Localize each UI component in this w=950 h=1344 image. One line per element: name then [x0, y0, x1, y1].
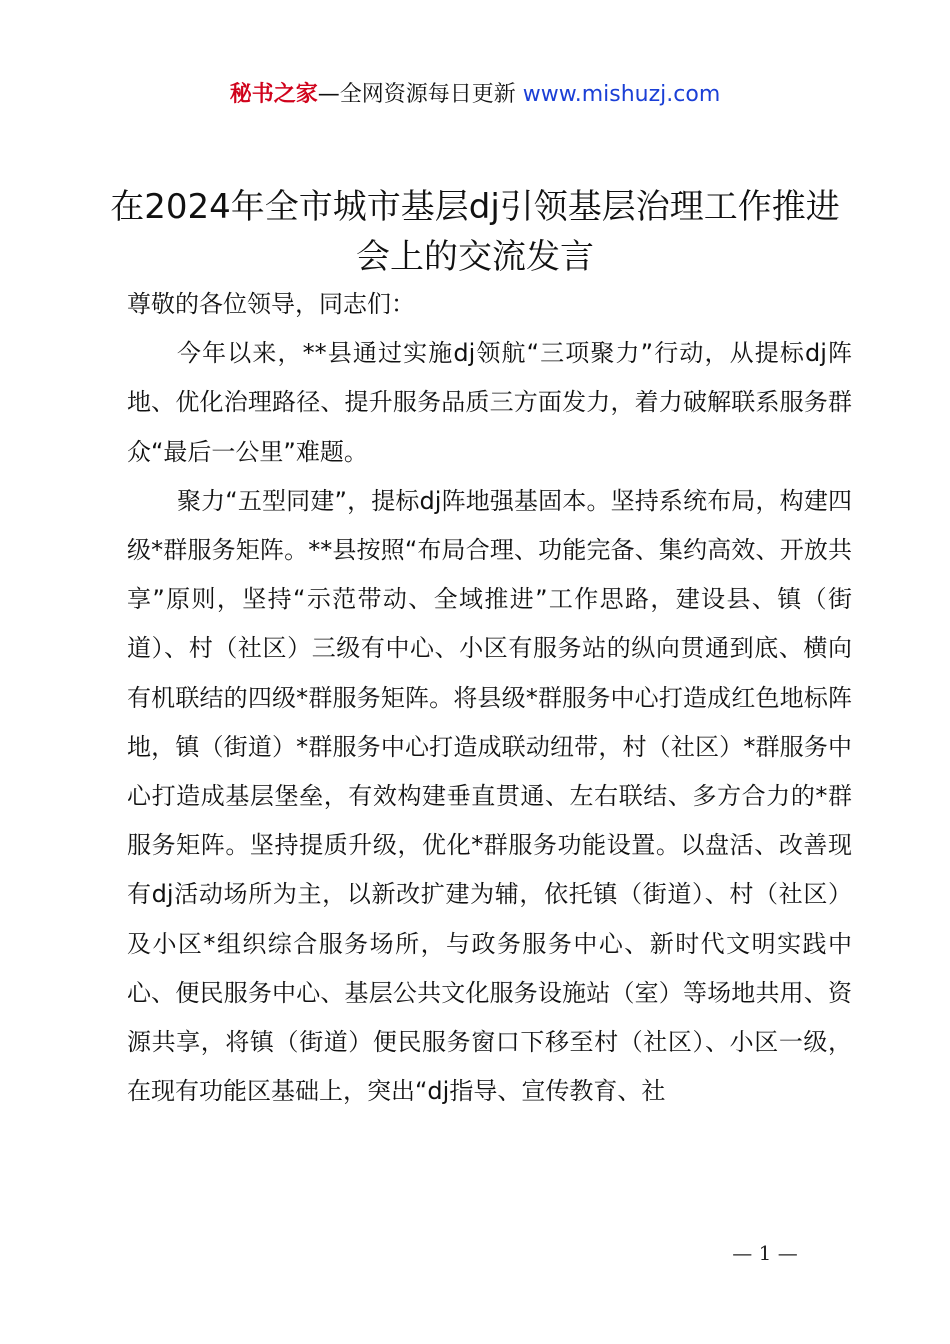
- site-banner: [0, 78, 950, 112]
- banner-url[interactable]: www.mishuzj.com: [522, 82, 721, 107]
- document-title: 在2024年全市城市基层dj引领基层治理工作推进会上的交流发言: [110, 187, 840, 277]
- paragraph-intro: 今年以来，**县通过实施dj领航“三项聚力”行动，从提标dj阵地、优化治理路径、提升服务品质三方面发力，着力破解联系服务群众“最后一公里”难题。: [127, 339, 852, 466]
- page-number: — 1 —: [732, 1241, 798, 1265]
- banner-brand: 秘书之家: [229, 82, 318, 107]
- document-body: [127, 280, 852, 1116]
- paragraph-section-one: 聚力“五型同建”，提标dj阵地强基固本。坚持系统布局，构建四级*群服务矩阵。**县按照“布局合理、功能完备、集约高效、开放共享”原则，坚持“示范带动、全域推进”工作思路，建设县、镇（街道）、村（社区）三级有中心、小区有服务站的纵向贯通到底、横向有机联结的四级*群服务矩阵。将县级*群服务中心打造成红色地标阵地，镇（街道）*群服务中心打造成联动纽带，村（社区）*群服务中心打造成基层堡垒，有效构建垂直贯通、左右联结、多方合力的*群服务矩阵。坚持提质升级，优化*群服务功能设置。以盘活、改善现有dj活动场所为主，以新改扩建为辅，依托镇（街道）、村（社区）及小区*组织综合服务场所，与政务服务中心、新时代文明实践中心、便民服务中心、基层公共文化服务设施站（室）等场地共用、资源共享，将镇（街道）便民服务窗口下移至村（社区）、小区一级，在现有功能区基础上，突出“dj指导、宣传教育、社: [127, 486, 852, 1106]
- banner-tagline: —全网资源每日更新: [317, 82, 516, 107]
- salutation: 尊敬的各位领导，同志们：: [127, 290, 415, 318]
